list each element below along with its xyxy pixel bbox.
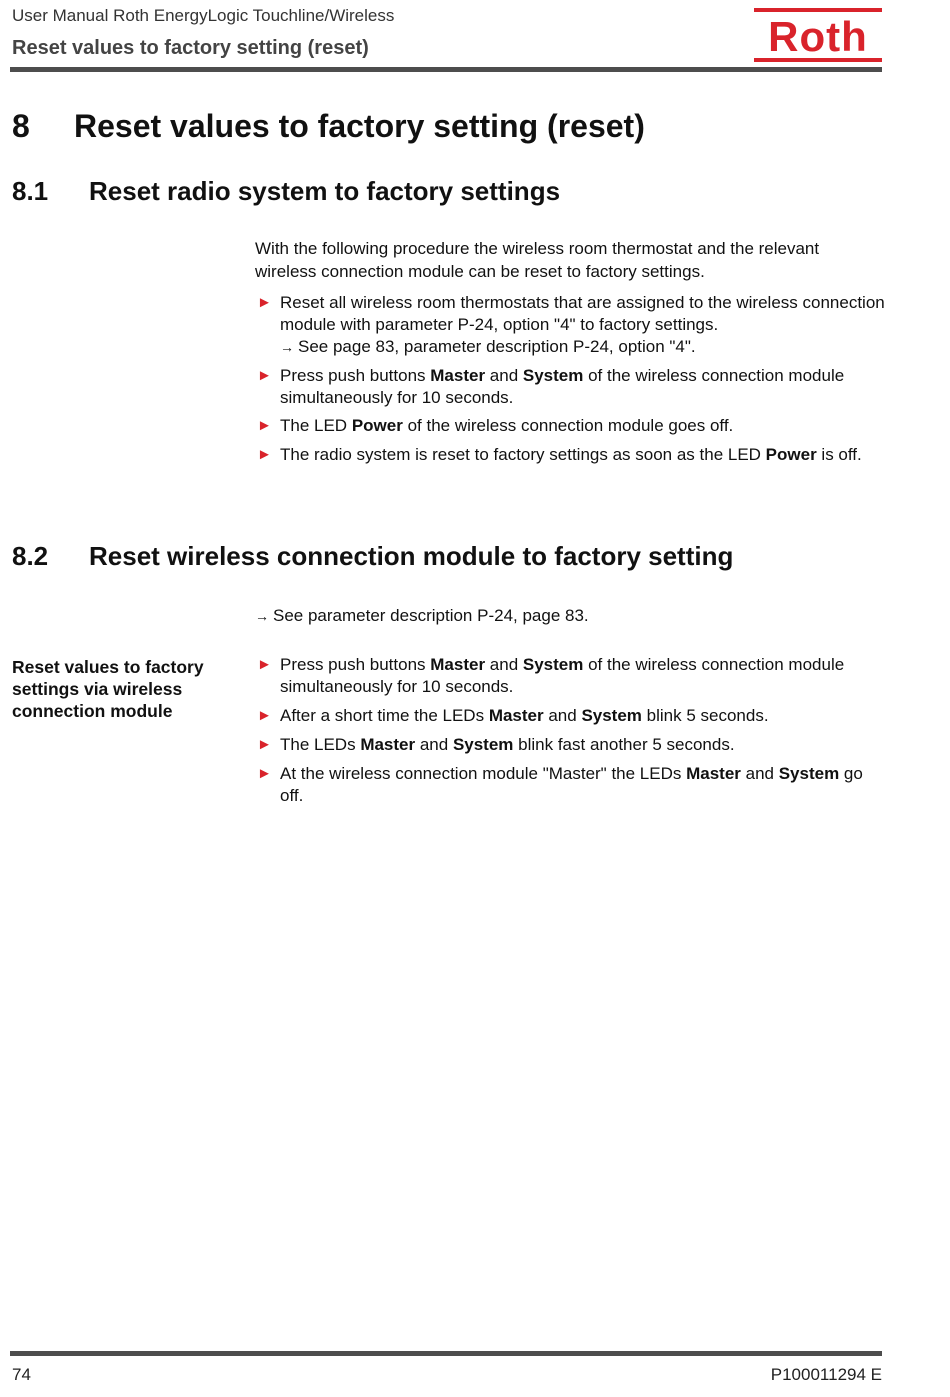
list-item	[257, 444, 887, 466]
side-heading: Reset values to factory settings via wireless connection module	[12, 657, 204, 721]
led-name: System	[452, 735, 514, 754]
list-item	[257, 292, 887, 358]
list-item	[257, 763, 887, 807]
step-text: of the wireless connection module simultaneously for 10 seconds.	[280, 655, 845, 696]
running-section-title: Reset values to factory setting (reset)	[12, 37, 369, 59]
cross-reference-paragraph	[255, 605, 885, 628]
led-name: Master	[488, 706, 544, 725]
step-text: The LED	[280, 416, 352, 435]
step-text: of the wireless connection module goes off.	[402, 416, 734, 435]
intro-paragraph: With the following procedure the wireless room thermostat and the relevant wireless connection module can be reset to factory settings.	[255, 239, 820, 281]
step-text: and	[485, 655, 523, 674]
list-item	[257, 734, 887, 756]
bullet-triangle-icon: ►	[257, 736, 272, 753]
step-text: is off.	[816, 445, 862, 464]
bullet-triangle-icon: ►	[257, 446, 272, 463]
section-number: 8.1	[12, 176, 49, 206]
chapter-number: 8	[12, 108, 30, 144]
svg-text:Roth: Roth	[768, 13, 868, 60]
button-name: Master	[430, 366, 486, 385]
step-text: and	[740, 764, 779, 783]
step-text: At the wireless connection module "Master" the LEDs	[280, 764, 687, 783]
page-number: 74	[12, 1365, 31, 1384]
roth-logo	[754, 8, 882, 62]
chapter-heading	[12, 108, 645, 145]
bullet-triangle-icon: ►	[257, 765, 272, 782]
led-name: System	[581, 706, 642, 725]
list-item	[257, 415, 887, 437]
step-text: After a short time the LEDs	[280, 706, 489, 725]
document-number: P100011294 E	[770, 1365, 882, 1384]
step-text: Press push buttons	[280, 655, 431, 674]
step-text: blink fast another 5 seconds.	[513, 735, 735, 754]
step-text: The LEDs	[280, 735, 361, 754]
step-text: Press push buttons	[280, 366, 431, 385]
header-rule	[10, 67, 882, 72]
step-text: go off.	[280, 764, 863, 805]
step-text: and	[543, 706, 582, 725]
arrow-right-icon: →	[255, 608, 269, 624]
manual-title: User Manual Roth EnergyLogic Touchline/Wireless	[12, 6, 395, 25]
section-title: Reset radio system to factory settings	[89, 176, 561, 206]
list-item	[257, 365, 887, 409]
list-item	[257, 654, 887, 698]
section-heading-8-1	[12, 176, 560, 207]
chapter-title: Reset values to factory setting (reset)	[74, 108, 645, 144]
step-text: and	[415, 735, 453, 754]
bullet-triangle-icon: ►	[257, 367, 272, 384]
button-name: System	[522, 655, 584, 674]
button-name: Master	[430, 655, 486, 674]
bullet-triangle-icon: ►	[257, 294, 272, 311]
step-text: of the wireless connection module simultaneously for 10 seconds.	[280, 366, 845, 407]
step-text: and	[485, 366, 523, 385]
section-number: 8.2	[12, 541, 49, 571]
bullet-triangle-icon: ►	[257, 707, 272, 724]
step-text: Reset all wireless room thermostats that are assigned to the wireless connection module with parameter P-24, option "4" to factory settings.	[280, 293, 885, 334]
arrow-right-icon: →	[280, 339, 294, 355]
step-text: The radio system is reset to factory settings as soon as the LED	[280, 445, 766, 464]
button-name: System	[522, 366, 584, 385]
list-item	[257, 705, 887, 727]
step-text: blink 5 seconds.	[641, 706, 769, 725]
section-title: Reset wireless connection module to factory setting	[89, 541, 734, 571]
led-name: Master	[360, 735, 416, 754]
led-name: System	[778, 764, 840, 783]
footer-rule	[10, 1351, 882, 1356]
section-heading-8-2	[12, 541, 733, 572]
cross-reference: See page 83, parameter description P-24, option "4".	[298, 337, 696, 356]
bullet-triangle-icon: ►	[257, 656, 272, 673]
led-name: Power	[765, 445, 817, 464]
cross-reference: See parameter description P-24, page 83.	[273, 606, 589, 625]
bullet-triangle-icon: ►	[257, 417, 272, 434]
led-name: Master	[686, 764, 741, 783]
led-name: Power	[351, 416, 403, 435]
